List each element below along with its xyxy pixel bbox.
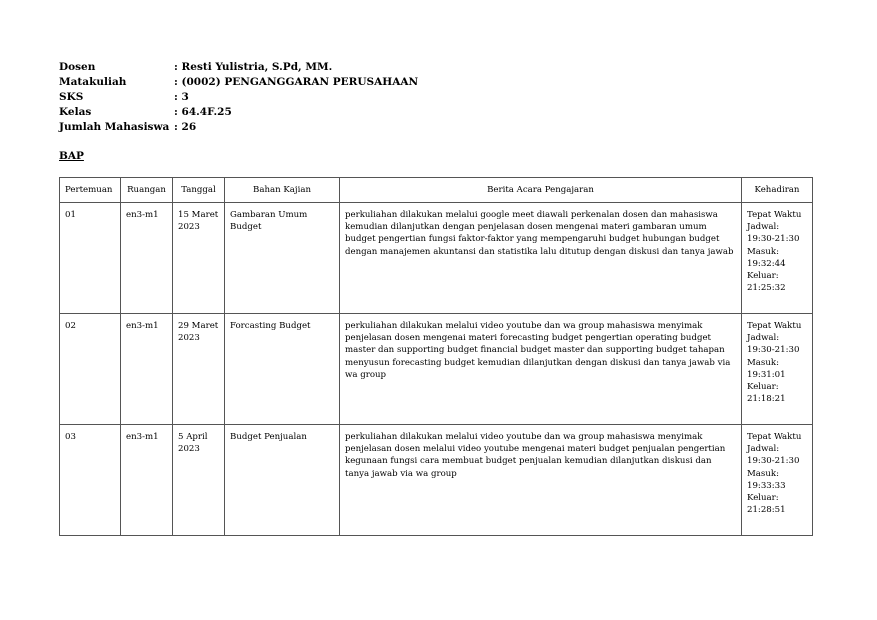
cell-bahan-kajian: Gambaran Umum Budget: [225, 203, 340, 314]
cell-tanggal: 15 Maret 2023: [173, 203, 225, 314]
column-header-tanggal: Tanggal: [173, 178, 225, 203]
attendance-status: Tepat Waktu: [747, 432, 802, 442]
info-row-kelas: [59, 105, 418, 120]
attendance-status: Tepat Waktu: [747, 210, 802, 220]
cell-kehadiran: [742, 314, 813, 425]
column-header-ruangan: Ruangan: [121, 178, 173, 203]
info-label: Kelas: [59, 106, 92, 118]
info-label: Jumlah Mahasiswa: [59, 121, 170, 133]
cell-pertemuan: 03: [60, 425, 121, 536]
table-row: [60, 203, 813, 314]
attendance-checkin: Masuk: 19:33:33: [747, 468, 786, 491]
attendance-checkout: Keluar: 21:18:21: [747, 382, 786, 405]
cell-kehadiran: [742, 425, 813, 536]
cell-berita-acara: perkuliahan dilakukan melalui google meet diawali perkenalan dosen dan mahasiswa kemudian dilanjutkan dengan penjelasan dosen mengenai materi gambaran umum budget pengertian fungsi faktor-faktor yang mempengaruhi budget hubungan budget dengan manajemen akuntansi dan statistika lalu ditutup dengan diskusi dan tanya jawab: [340, 203, 742, 314]
info-row-matakuliah: [59, 75, 418, 90]
cell-tanggal: 5 April 2023: [173, 425, 225, 536]
column-header-pertemuan: Pertemuan: [60, 178, 121, 203]
attendance-schedule: Jadwal: 19:30-21:30: [747, 333, 800, 356]
cell-ruangan: en3-m1: [121, 314, 173, 425]
cell-tanggal: 29 Maret 2023: [173, 314, 225, 425]
info-label: Dosen: [59, 61, 96, 73]
info-row-sks: [59, 90, 418, 105]
cell-berita-acara: perkuliahan dilakukan melalui video youtube dan wa group mahasiswa menyimak penjelasan dosen mengenai materi forecasting budget pengertian operating budget master dan supporting budget financial budget master dan supporting budget tahapan menyusun forecasting budget kemudian dilanjutkan dengan diskusi dan tanya jawab via wa group: [340, 314, 742, 425]
attendance-checkin: Masuk: 19:32:44: [747, 246, 786, 269]
section-title: BAP: [59, 150, 84, 162]
attendance-checkout: Keluar: 21:25:32: [747, 271, 786, 294]
cell-berita-acara: perkuliahan dilakukan melalui video youtube dan wa group mahasiswa menyimak penjelasan dosen melalui video youtube mengenai materi budget penjualan pengertian kegunaan fungsi cara membuat budget penjualan kemudian dilanjutkan diskusi dan tanya jawab via wa group: [340, 425, 742, 536]
cell-bahan-kajian: Forcasting Budget: [225, 314, 340, 425]
info-row-jumlah-mahasiswa: [59, 120, 418, 135]
cell-pertemuan: 01: [60, 203, 121, 314]
attendance-checkin: Masuk: 19:31:01: [747, 357, 786, 380]
info-value: : 26: [174, 121, 197, 133]
cell-bahan-kajian: Budget Penjualan: [225, 425, 340, 536]
attendance-schedule: Jadwal: 19:30-21:30: [747, 444, 800, 467]
course-info: [59, 60, 418, 135]
info-value: : 64.4F.25: [174, 106, 232, 118]
info-label: Matakuliah: [59, 76, 127, 88]
attendance-status: Tepat Waktu: [747, 321, 802, 331]
table-row: [60, 314, 813, 425]
column-header-berita-acara: Berita Acara Pengajaran: [340, 178, 742, 203]
info-row-dosen: [59, 60, 418, 75]
table-header-row: [60, 178, 813, 203]
cell-ruangan: en3-m1: [121, 425, 173, 536]
table-row: [60, 425, 813, 536]
cell-kehadiran: [742, 203, 813, 314]
info-label: SKS: [59, 91, 84, 103]
cell-pertemuan: 02: [60, 314, 121, 425]
attendance-schedule: Jadwal: 19:30-21:30: [747, 222, 800, 245]
info-value: : 3: [174, 91, 189, 103]
cell-ruangan: en3-m1: [121, 203, 173, 314]
attendance-checkout: Keluar: 21:28:51: [747, 493, 786, 516]
column-header-kehadiran: Kehadiran: [742, 178, 813, 203]
info-value: : Resti Yulistria, S.Pd, MM.: [174, 61, 333, 73]
bap-table: [59, 177, 813, 536]
column-header-bahan-kajian: Bahan Kajian: [225, 178, 340, 203]
info-value: : (0002) PENGANGGARAN PERUSAHAAN: [174, 76, 419, 88]
